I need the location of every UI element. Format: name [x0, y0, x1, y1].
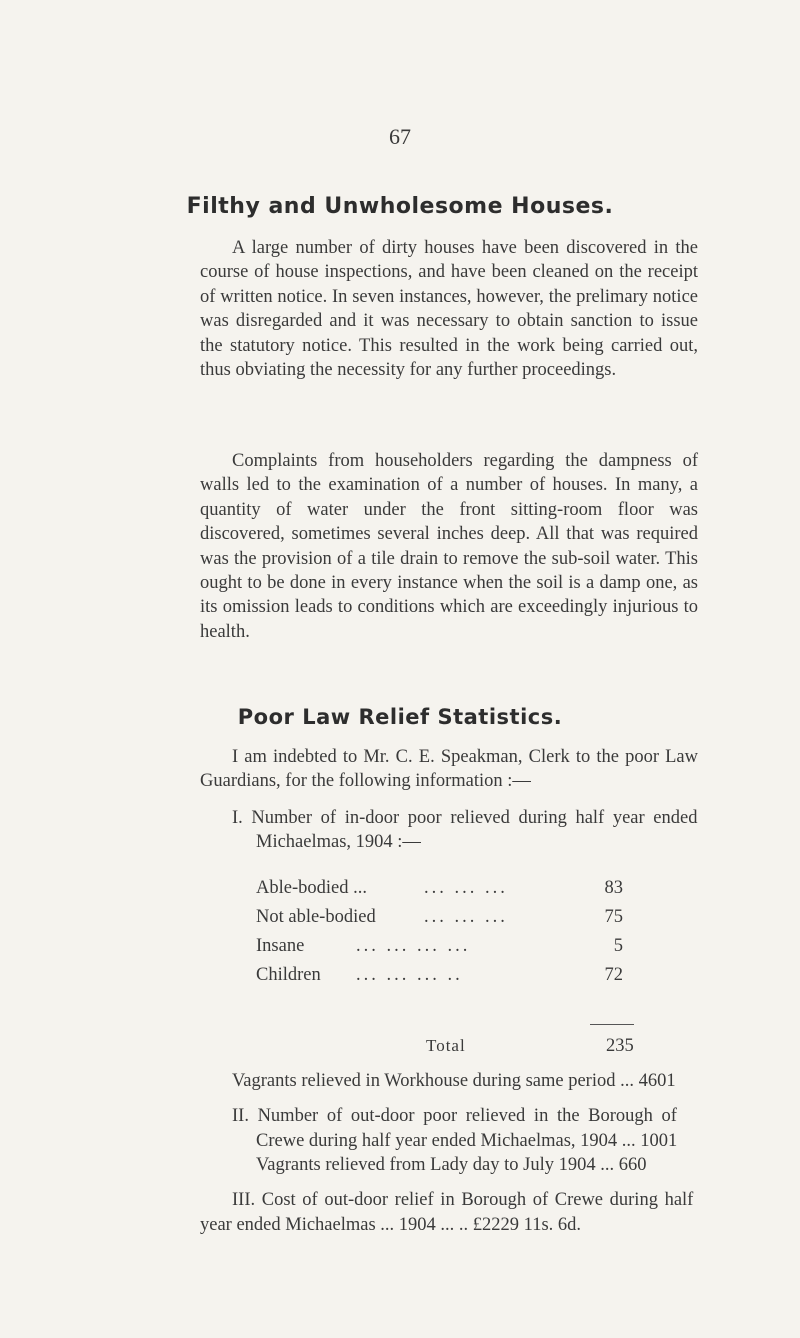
item-2-line-2: Crewe during half year ended Michaelmas, 1904 ... 1001	[256, 1131, 678, 1151]
total-rule	[590, 1024, 634, 1025]
item-1-heading	[200, 806, 698, 855]
row-value: 5	[613, 936, 623, 956]
item-1-line-2: Michaelmas, 1904 :—	[256, 832, 421, 853]
table-row	[256, 907, 656, 931]
row-label: Children	[256, 965, 321, 985]
section-title-poor-law: Poor Law Relief Statistics.	[237, 705, 563, 729]
row-value: 72	[604, 965, 623, 985]
item-2-line-3: Vagrants relieved from Lady day to July 1904 ... 660	[256, 1155, 647, 1175]
section-title-filthy-houses: Filthy and Unwholesome Houses.	[186, 194, 614, 219]
row-leader: ... ... ...	[424, 878, 508, 898]
total-value: 235	[606, 1036, 634, 1056]
total-label: Total	[426, 1036, 466, 1055]
paragraph-intro: I am indebted to Mr. C. E. Speakman, Clerk to the poor Law Guardians, for the following information :—	[200, 747, 698, 792]
item-3-line-1: III. Cost of out-door relief in Borough of Crewe during half	[232, 1190, 694, 1210]
row-label: Able-bodied ...	[256, 878, 367, 898]
item-3-line-2: year ended Michaelmas ... 1904 ... .. £2229 11s. 6d.	[200, 1215, 582, 1235]
row-leader: ... ... ... ...	[356, 936, 471, 956]
page-number: 67	[389, 124, 411, 149]
row-label: Not able-bodied	[256, 907, 376, 927]
item-1-line-1: I. Number of in-door poor relieved during half year ended	[232, 808, 698, 828]
row-leader: ... ... ... ..	[356, 965, 463, 985]
item-2-line-1: II. Number of out-door poor relieved in the Borough of	[232, 1106, 677, 1126]
row-value: 75	[604, 907, 623, 927]
row-leader: ... ... ...	[424, 907, 508, 927]
row-value: 83	[604, 878, 623, 898]
table-row	[256, 965, 656, 989]
vagrants-workhouse: Vagrants relieved in Workhouse during same period ... 4601	[232, 1071, 676, 1091]
table-row	[256, 878, 656, 902]
paragraph-dampness: Complaints from householders regarding the dampness of walls led to the examination of a number of houses. In many, a quantity of water under the front sitting-room floor was discovered, sometimes several inches deep. All that was required was the provision of a tile drain to remove the sub-soil water. This ought to be done in every instance when the soil is a damp one, as its omission leads to conditions which are exceedingly injurious to health.	[200, 451, 698, 642]
table-row	[256, 936, 656, 960]
paragraph-dirty-houses: A large number of dirty houses have been discovered in the course of house inspections, and have been cleaned on the receipt of written notice. In seven instances, however, the prelimary notice was disregarded and it was necessary to obtain sanction to issue the statutory notice. This resulted in the work being carried out, thus obviating the necessity for any further proceedings.	[200, 238, 698, 381]
row-label: Insane	[256, 936, 305, 956]
